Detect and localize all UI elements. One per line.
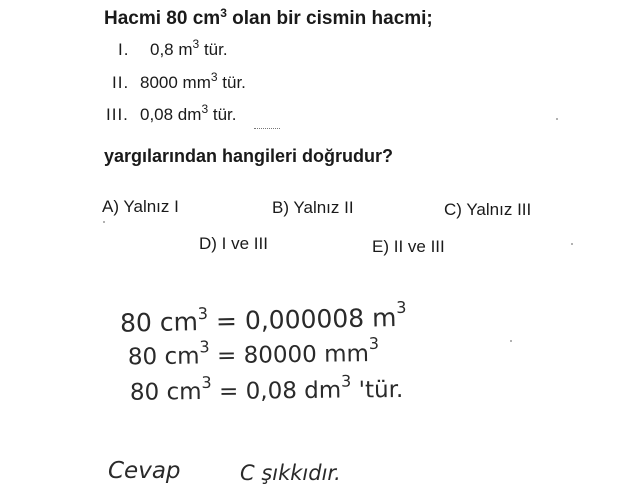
hw-line3: 80 $cm^3 = 0,08$ $dm^3$ 'tür. xyxy=(129,371,404,406)
option-d[interactable]: D) I ve III xyxy=(199,234,268,253)
question-prompt: yargılarından hangileri doğrudur? xyxy=(104,146,394,166)
scan-speck xyxy=(103,221,105,223)
scan-speck xyxy=(571,243,573,245)
statement-3-suffix: tür. xyxy=(208,105,237,124)
hw-answer-value: C şıkkıdır. xyxy=(240,461,341,485)
statement-1-number: I. xyxy=(118,40,130,59)
statement-2-number: II. xyxy=(112,73,130,92)
option-b[interactable]: B) Yalnız II xyxy=(272,198,354,217)
statement-2-suffix: tür. xyxy=(217,73,246,92)
option-a[interactable]: A) Yalnız I xyxy=(102,197,179,216)
option-e[interactable]: E) II ve III xyxy=(372,237,445,256)
hw-answer-label: Cevap xyxy=(108,458,181,484)
option-c[interactable]: C) Yalnız III xyxy=(444,200,532,219)
statement-2-exponent: 3 xyxy=(210,70,218,84)
question-prefix: Hacmi 80 cm xyxy=(104,8,221,29)
statement-3-number: III. xyxy=(106,105,129,124)
scan-speck xyxy=(556,118,558,120)
statement-1-value: 0,8 m xyxy=(150,40,193,59)
hw-line2: 80 $cm^3 = 80000$ $mm^3$ xyxy=(127,333,380,371)
statement-1-exponent: 3 xyxy=(192,37,200,51)
statement-3-exponent: 3 xyxy=(201,102,209,116)
question-suffix: olan bir cismin hacmi; xyxy=(226,8,433,29)
scan-speck xyxy=(510,340,512,342)
statement-2-value: 8000 mm xyxy=(140,73,211,92)
statement-3-value: 0,08 dm xyxy=(140,105,202,124)
hw-line1-lhs: 80 $cm^3 = 0,000008$ $m^3$ xyxy=(119,297,407,338)
question-exponent: 3 xyxy=(220,6,227,20)
statement-1-suffix: tür. xyxy=(199,40,228,59)
